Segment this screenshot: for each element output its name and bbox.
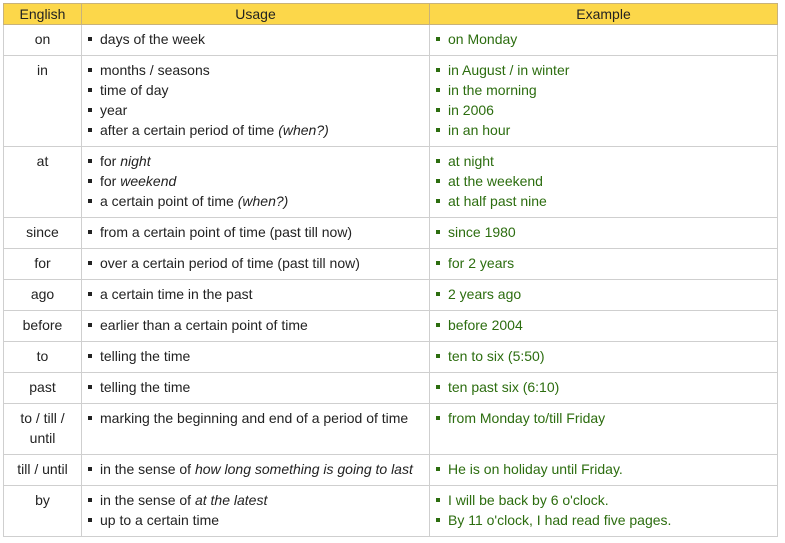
usage-list <box>88 60 423 140</box>
usage-cell <box>82 404 430 455</box>
usage-item <box>88 408 423 428</box>
usage-text: year <box>100 102 128 118</box>
usage-cell <box>82 455 430 486</box>
example-cell <box>430 486 778 537</box>
table-row <box>4 280 778 311</box>
usage-list <box>88 490 423 530</box>
usage-cell <box>82 311 430 342</box>
example-item: ten to six (5:50) <box>436 346 771 366</box>
example-item: I will be back by 6 o'clock. <box>436 490 771 510</box>
example-cell <box>430 311 778 342</box>
example-item: for 2 years <box>436 253 771 273</box>
example-item: By 11 o'clock, I had read five pages. <box>436 510 771 530</box>
usage-text: over a certain period of time (past till now) <box>100 255 360 271</box>
usage-text: telling the time <box>100 379 191 395</box>
usage-item <box>88 490 423 510</box>
usage-text: months / seasons <box>100 62 210 78</box>
example-item: He is on holiday until Friday. <box>436 459 771 479</box>
preposition-cell: since <box>4 218 82 249</box>
table-body <box>4 25 778 537</box>
usage-item <box>88 253 423 273</box>
example-cell <box>430 280 778 311</box>
usage-cell <box>82 486 430 537</box>
usage-item <box>88 510 423 530</box>
table-row <box>4 56 778 147</box>
usage-item <box>88 191 423 211</box>
usage-item <box>88 80 423 100</box>
usage-text: a certain point of time <box>100 193 238 209</box>
usage-item <box>88 459 423 479</box>
example-cell <box>430 404 778 455</box>
usage-text: time of day <box>100 82 169 98</box>
usage-item <box>88 377 423 397</box>
example-list <box>436 490 771 530</box>
example-cell <box>430 218 778 249</box>
preposition-cell: past <box>4 373 82 404</box>
usage-cell <box>82 25 430 56</box>
usage-cell <box>82 280 430 311</box>
example-list <box>436 253 771 273</box>
example-list <box>436 377 771 397</box>
usage-cell <box>82 56 430 147</box>
usage-emphasis-text: weekend <box>120 173 177 189</box>
example-item: in August / in winter <box>436 60 771 80</box>
example-item: at night <box>436 151 771 171</box>
usage-item <box>88 29 423 49</box>
usage-text: earlier than a certain point of time <box>100 317 308 333</box>
table-row <box>4 249 778 280</box>
table-row <box>4 218 778 249</box>
header-usage: Usage <box>82 4 430 25</box>
usage-text: a certain time in the past <box>100 286 253 302</box>
header-example: Example <box>430 4 778 25</box>
example-list <box>436 459 771 479</box>
table-row <box>4 311 778 342</box>
table-row <box>4 404 778 455</box>
example-item: in an hour <box>436 120 771 140</box>
table-row <box>4 486 778 537</box>
usage-item <box>88 315 423 335</box>
usage-text: days of the week <box>100 31 206 47</box>
usage-cell <box>82 147 430 218</box>
usage-text: up to a certain time <box>100 512 220 528</box>
usage-text: from a certain point of time (past till now) <box>100 224 353 240</box>
usage-list <box>88 29 423 49</box>
example-list <box>436 408 771 428</box>
usage-list <box>88 459 423 479</box>
usage-text: in the sense of <box>100 492 195 508</box>
usage-cell <box>82 249 430 280</box>
example-item: from Monday to/till Friday <box>436 408 771 428</box>
usage-item <box>88 151 423 171</box>
example-cell <box>430 342 778 373</box>
example-cell <box>430 249 778 280</box>
usage-text: telling the time <box>100 348 191 364</box>
table-row <box>4 455 778 486</box>
usage-cell <box>82 373 430 404</box>
example-cell <box>430 56 778 147</box>
usage-text: for <box>100 173 121 189</box>
example-cell <box>430 147 778 218</box>
usage-item <box>88 100 423 120</box>
usage-emphasis-text: how long something is going to last <box>194 461 413 477</box>
table-row <box>4 147 778 218</box>
usage-list <box>88 377 423 397</box>
table-row <box>4 373 778 404</box>
example-item: at half past nine <box>436 191 771 211</box>
example-item: on Monday <box>436 29 771 49</box>
preposition-cell: in <box>4 56 82 147</box>
preposition-cell: for <box>4 249 82 280</box>
usage-item <box>88 346 423 366</box>
usage-emphasis-text: (when?) <box>278 122 329 138</box>
usage-text: after a certain period of time <box>100 122 279 138</box>
example-item: since 1980 <box>436 222 771 242</box>
usage-list <box>88 346 423 366</box>
usage-list <box>88 284 423 304</box>
header-row <box>4 4 778 25</box>
example-list <box>436 284 771 304</box>
example-item: at the weekend <box>436 171 771 191</box>
preposition-cell: by <box>4 486 82 537</box>
usage-emphasis-text: (when?) <box>237 193 289 209</box>
header-english: English <box>4 4 82 25</box>
preposition-cell: to / till / until <box>4 404 82 455</box>
usage-item <box>88 60 423 80</box>
example-item: before 2004 <box>436 315 771 335</box>
example-list <box>436 151 771 211</box>
usage-item <box>88 222 423 242</box>
usage-list <box>88 253 423 273</box>
preposition-cell: on <box>4 25 82 56</box>
example-cell <box>430 373 778 404</box>
example-list <box>436 29 771 49</box>
usage-item <box>88 284 423 304</box>
example-cell <box>430 455 778 486</box>
usage-list <box>88 408 423 428</box>
usage-emphasis-text: night <box>120 153 151 169</box>
example-item: in the morning <box>436 80 771 100</box>
table-row <box>4 342 778 373</box>
usage-list <box>88 151 423 211</box>
preposition-cell: ago <box>4 280 82 311</box>
example-list <box>436 346 771 366</box>
example-item: ten past six (6:10) <box>436 377 771 397</box>
usage-emphasis-text: at the latest <box>194 492 268 508</box>
preposition-cell: to <box>4 342 82 373</box>
usage-item <box>88 120 423 140</box>
preposition-cell: till / until <box>4 455 82 486</box>
example-cell <box>430 25 778 56</box>
usage-text: for <box>100 153 121 169</box>
usage-text: in the sense of <box>100 461 195 477</box>
usage-list <box>88 315 423 335</box>
usage-cell <box>82 218 430 249</box>
example-list <box>436 60 771 140</box>
example-list <box>436 315 771 335</box>
example-item: in 2006 <box>436 100 771 120</box>
preposition-cell: at <box>4 147 82 218</box>
preposition-cell: before <box>4 311 82 342</box>
example-item: 2 years ago <box>436 284 771 304</box>
usage-text: marking the beginning and end of a period of time <box>100 410 409 426</box>
usage-item <box>88 171 423 191</box>
example-list <box>436 222 771 242</box>
prepositions-of-time-table <box>3 3 778 537</box>
usage-cell <box>82 342 430 373</box>
table-row <box>4 25 778 56</box>
usage-list <box>88 222 423 242</box>
